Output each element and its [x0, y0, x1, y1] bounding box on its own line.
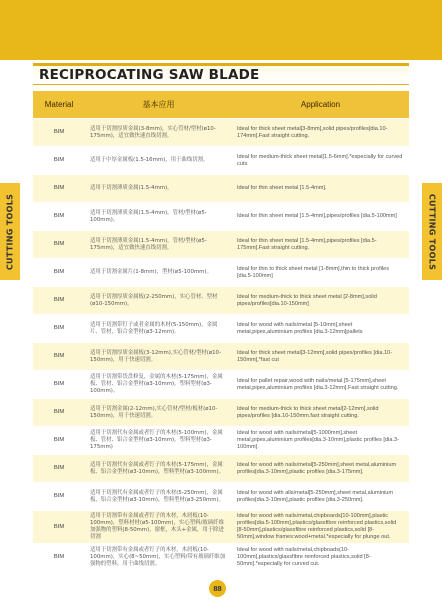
application-cell: Ideal for pallet repair,wood with nails/metal [5-175mm],sheet metal,pipes,aluminium profiles [dia.3-12mm].Fast straight cutting. — [232, 371, 409, 398]
table-header-row — [33, 91, 409, 118]
section-title: RECIPROCATING SAW BLADE — [39, 67, 260, 83]
material-cell: BIM — [33, 231, 85, 258]
material-cell: BIM — [33, 175, 85, 202]
application-cell: Ideal for thick sheet metal[3-12mm],solid pipes/profiles [dia.10-150mm],*fast cut — [232, 343, 409, 370]
side-tab-label: CUTTING TOOLS — [427, 193, 437, 270]
basic-application-cell: 适用于切割薄质金属(1.5-4mm)，管材/型材(ø5-100mm)。 — [85, 203, 232, 230]
material-cell: BIM — [33, 544, 85, 571]
table-row — [33, 259, 409, 286]
table-row — [33, 231, 409, 258]
table-row — [33, 427, 409, 454]
table-row — [33, 511, 409, 543]
application-cell: Ideal for wood with nails/metal [5-10mm],sheet metal,pipes,aluminium profiles [dia.3-12mm]pallets — [232, 315, 409, 342]
material-cell: BIM — [33, 343, 85, 370]
side-tab-left — [0, 183, 20, 280]
material-cell: BIM — [33, 371, 85, 398]
table-row — [33, 287, 409, 314]
saw-blade-table — [33, 90, 409, 572]
table-row — [33, 399, 409, 426]
table-row — [33, 175, 409, 202]
application-cell: Ideal for wood with nails/metal[5-1000mm],sheet metal,pipes,aluminium profiles[dia.3-10mm],plastic profiles [dia.3-100mm]. — [232, 427, 409, 454]
application-cell: Ideal for medium-thick sheet metal[1.5-6mm].*especially for curved cuts — [232, 147, 409, 174]
top-banner — [0, 0, 442, 60]
material-cell: BIM — [33, 147, 85, 174]
application-cell: Ideal for thin sheet metal [1.5-4mm],pipes/profiles [dia.5-100mm] — [232, 203, 409, 230]
basic-application-cell: 适用于切割带货盘修复，金属的木材(5-175mm)，金属板、管材、铝合金型材(ø3-10mm)，塑料型材(ø3-100mm)。 — [85, 371, 232, 398]
basic-application-cell: 适用于切割金属片(1-8mm)，型材(ø5-100mm)。 — [85, 259, 232, 286]
basic-application-cell: 适用于切割带有金属或者钉子的木材，木屑板(10-100mm)，塑料材材(ø5-100mm)，实心塑料/玻璃纤维加强物的塑料(8-50mm)，窗框，木头+金属，用于除进切割 — [85, 511, 232, 543]
table-row — [33, 119, 409, 146]
application-cell: Ideal for medium-thick to thick sheet metal[2-12mm],solid pipes/profiles [dia.10-150mm.fast straight cutting. — [232, 399, 409, 426]
application-cell: Ideal for wood with alls/metal[5-250mm],sheet metal,aluminium profiles[dia.3-10mm],plastic profiles [dia.3-250mm]. — [232, 483, 409, 510]
basic-application-cell: 适用于切割厚质金属板(3-12mm),实心管材/型材(ø10-150mm)，用于快速切割。 — [85, 343, 232, 370]
application-cell: Ideal for wood with nails/metal,chipboads(10-100mm],plastics/glassfibre reinforced plastics,solid [8-50mm].*especially for curved cut. — [232, 544, 409, 571]
material-cell: BIM — [33, 483, 85, 510]
application-cell: Ideal for thin to thick sheet metal [1-8mm],thin to thick profiles [dia.5-100mm] — [232, 259, 409, 286]
basic-application-cell: 适用于切割代有金属或者钉子的木材(5-100mm)，金属板、管材、铝合金型材(ø3-10mm)，塑料型材(ø3-175mm) — [85, 427, 232, 454]
application-cell: Ideal for wood with nails/metal,chipboards[10-100mm],plastic profiles[dia.5-100mm],plastics/glassfibre reinforced plastics,solid [8-50mm],plastics/glassfibre reinforced plastics,solid [8-50mm],window frames:wood+metal.*especially for plunge out. — [232, 511, 409, 543]
basic-application-cell: 适用于中厚金属板(1.5-16mm)，用于曲线切割。 — [85, 147, 232, 174]
side-tab-right — [422, 183, 442, 280]
header-basic-application: 基本应用 — [85, 91, 232, 118]
basic-application-cell: 适用于切割代有金属或者钉子的木材(5-175mm)，金属板、铝合金型材(ø3-10mm)，塑料型材(ø3-100mm)。 — [85, 455, 232, 482]
header-application: Application — [232, 91, 409, 118]
basic-application-cell: 适用于切割厚质金属(3-8mm)，实心管材/型材(ø10-175mm)，适宜做快速直线切割。 — [85, 119, 232, 146]
basic-application-cell: 适用于切割代有金属或者钉子的木材(5-250mm)，金属板、铝合金型材(ø3-10mm)，塑料型材(ø3-250mm)。 — [85, 483, 232, 510]
header-material: Material — [33, 91, 85, 118]
material-cell: BIM — [33, 203, 85, 230]
basic-application-cell: 适用于切割金属(2-12mm),实心管材/型材/板材(ø10-150mm)，用于快速切割。 — [85, 399, 232, 426]
material-cell: BIM — [33, 119, 85, 146]
material-cell: BIM — [33, 287, 85, 314]
table-row — [33, 315, 409, 342]
application-cell: Ideal for thin sheet metal [1.5-4mm]. — [232, 175, 409, 202]
basic-application-cell: 适用于切割带有金属或者钉子的木材，木屑板(10-100mm)，实心(8~50mm)，实心塑料/带有玻璃纤维加强物的塑料，用于曲线切割。 — [85, 544, 232, 571]
material-cell: BIM — [33, 259, 85, 286]
application-cell: Ideal for medium-thick to thick sheet metal [2-8mm],solid pipes/profiles[dia.10-150mm] — [232, 287, 409, 314]
material-cell: BIM — [33, 455, 85, 482]
table-row — [33, 203, 409, 230]
material-cell: BIM — [33, 315, 85, 342]
application-cell: Ideal for thick sheet metal[3-8mm],solid pipes/profiles[dia.10-174mm].Fast straight cutting. — [232, 119, 409, 146]
section-title-bar — [33, 63, 409, 85]
basic-application-cell: 适用于切割薄质金属(1.5-4mm)。 — [85, 175, 232, 202]
table-row — [33, 371, 409, 398]
page-number: 88 — [209, 580, 226, 597]
table-row — [33, 147, 409, 174]
basic-application-cell: 适用于切割薄质金属(1.5-4mm)，管材/型材(ø5-175mm)，适宜做快速直线切割。 — [85, 231, 232, 258]
basic-application-cell: 适用于切割带钉子或者金属的木材(5-150mm)，金属片、管材、铝合金型材(ø3-12mm)。 — [85, 315, 232, 342]
table-row — [33, 544, 409, 571]
application-cell: Ideal for thin sheet metal [1.5-4mm],pipes/profiles [dia.5-175mm].Fast straight cutting. — [232, 231, 409, 258]
table-row — [33, 455, 409, 482]
application-cell: Ideal for wood with nails/metal[5-250mm],sheet metal,aluminium profiles[dia.3-10mm],plastic profiles [dia.3-175mm]. — [232, 455, 409, 482]
basic-application-cell: 适用于切割厚质金属板(2-250mm)，实心管材、型材(ø10-150mm)。 — [85, 287, 232, 314]
table-row — [33, 343, 409, 370]
material-cell: BIM — [33, 511, 85, 543]
material-cell: BIM — [33, 399, 85, 426]
table-row — [33, 483, 409, 510]
side-tab-label: CUTTING TOOLS — [5, 193, 15, 270]
material-cell: BIM — [33, 427, 85, 454]
